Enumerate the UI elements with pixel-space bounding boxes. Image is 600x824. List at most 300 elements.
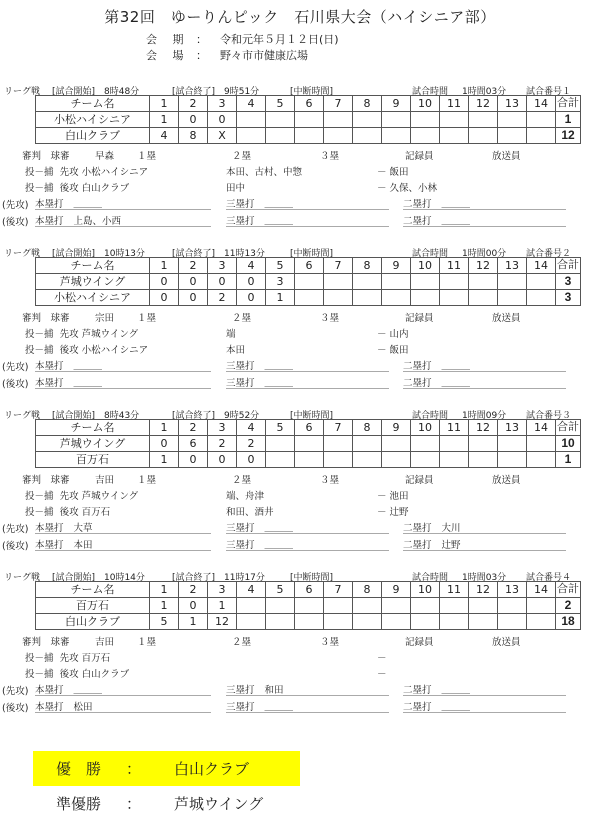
top-double-line — [403, 520, 566, 534]
inning-score — [353, 112, 382, 128]
inning-score — [411, 436, 440, 452]
inning-header: 10 — [411, 582, 440, 598]
duration-value: 1時間03分 — [462, 87, 507, 97]
total-score: 10 — [556, 436, 581, 452]
top-hr-value: ＿＿＿ — [73, 361, 103, 372]
inning-header: 12 — [469, 96, 498, 112]
recorder-label: 記録員 — [405, 637, 434, 648]
inning-score: 1 — [150, 598, 179, 614]
inning-score: 1 — [150, 112, 179, 128]
battery-bottom-team: 白山クラブ — [81, 669, 130, 680]
battery-top-catcher-line — [377, 650, 390, 664]
bottom-label: 後攻 — [59, 183, 79, 194]
bottom-hr-line — [35, 375, 211, 389]
dash: － — [377, 183, 387, 194]
inning-header: 10 — [411, 96, 440, 112]
top-triple-line — [226, 682, 389, 696]
inning-score — [440, 452, 469, 468]
team-name: 百万石 — [36, 452, 150, 468]
announcer-label: 放送員 — [492, 313, 521, 324]
top-label: 先攻 — [59, 167, 79, 178]
inning-score — [295, 452, 324, 468]
recorder-label: 記録員 — [405, 475, 434, 486]
inning-score: 1 — [179, 614, 208, 630]
battery-bottom-team: 白山クラブ — [81, 183, 130, 194]
inning-header: 4 — [237, 582, 266, 598]
battery-bottom-line — [25, 180, 129, 194]
inning-score — [353, 274, 382, 290]
inning-score — [440, 274, 469, 290]
inning-score: 0 — [208, 274, 237, 290]
battery-top-team: 芦城ウイング — [81, 491, 139, 502]
triple-label: 三塁打 — [226, 702, 255, 713]
team-name: 白山クラブ — [36, 128, 150, 144]
inning-score: 0 — [150, 290, 179, 306]
battery-top-catcher: 池田 — [389, 491, 409, 502]
battery-bottom-team: 小松ハイシニア — [81, 345, 149, 356]
inning-score — [382, 112, 411, 128]
top-triple-line — [226, 520, 389, 534]
end-time: 11時13分 — [224, 249, 265, 259]
inning-score: 8 — [179, 128, 208, 144]
inning-score — [266, 128, 295, 144]
inning-score — [527, 112, 556, 128]
inning-score — [411, 452, 440, 468]
league-label: リーグ戦 — [4, 87, 41, 97]
date-value: 令和元年５月１２日(日) — [220, 33, 339, 46]
plate-umpire: 早森 — [95, 151, 115, 162]
battery-label: 投－捕 — [25, 183, 54, 194]
bottom-double-line — [403, 699, 566, 713]
inning-score — [266, 112, 295, 128]
inning-score — [469, 614, 498, 630]
top-label: 先攻 — [59, 653, 79, 664]
inning-score — [324, 614, 353, 630]
hr-label: 本塁打 — [35, 361, 64, 372]
inning-header: 6 — [295, 420, 324, 436]
battery-bottom-catcher: 飯田 — [389, 345, 409, 356]
game-number: 試合番号２ — [526, 249, 572, 259]
battery-top-pitchers: 本田、古村、中惣 — [226, 167, 303, 178]
team-row — [36, 614, 581, 630]
third-base-label: ３塁 — [320, 475, 340, 486]
top-paren-label: (先攻) — [2, 362, 29, 373]
first-base-label: １塁 — [137, 637, 157, 648]
battery-bottom-pitchers: 和田、酒井 — [226, 507, 274, 518]
hr-label: 本塁打 — [35, 702, 64, 713]
triple-label: 三塁打 — [226, 199, 255, 210]
top-triple-line — [226, 358, 389, 372]
inning-header: 12 — [469, 582, 498, 598]
inning-header: 14 — [527, 420, 556, 436]
inning-score — [353, 290, 382, 306]
bottom-label: 後攻 — [59, 345, 79, 356]
dash: － — [377, 491, 387, 502]
bottom-label: 後攻 — [59, 669, 79, 680]
game-number: 試合番号４ — [526, 573, 572, 583]
inning-score — [498, 112, 527, 128]
bottom-double-value: ＿＿＿ — [441, 378, 471, 389]
inning-score — [498, 436, 527, 452]
team-row — [36, 112, 581, 128]
plate-umpire: 吉田 — [95, 475, 115, 486]
top-paren-label: (先攻) — [2, 200, 29, 211]
top-double-line — [403, 196, 566, 210]
top-label: 先攻 — [59, 329, 79, 340]
inning-header: 8 — [353, 258, 382, 274]
top-hr-line — [35, 358, 211, 372]
start-time: 8時48分 — [104, 87, 140, 97]
battery-bottom-pitchers: 田中 — [226, 183, 246, 194]
double-label: 二塁打 — [403, 216, 432, 227]
umpire-label: 審判 球審 — [22, 313, 70, 324]
scoreboard-header-row — [36, 582, 581, 598]
top-double-line — [403, 682, 566, 696]
game-block-4 — [0, 570, 600, 730]
bottom-double-line — [403, 213, 566, 227]
inning-score — [295, 436, 324, 452]
triple-label: 三塁打 — [226, 685, 255, 696]
top-hr-line — [35, 196, 211, 210]
inning-header: 7 — [324, 420, 353, 436]
inning-header: 1 — [150, 582, 179, 598]
team-name: 芦城ウイング — [36, 436, 150, 452]
battery-label: 投－捕 — [25, 345, 54, 356]
inning-header: 2 — [179, 582, 208, 598]
umpire-label: 審判 球審 — [22, 475, 70, 486]
inning-header: 14 — [527, 582, 556, 598]
bottom-paren-label: (後攻) — [2, 379, 29, 390]
inning-header: 9 — [382, 96, 411, 112]
team-name: 白山クラブ — [36, 614, 150, 630]
inning-score — [353, 436, 382, 452]
bottom-triple-value: ＿＿＿ — [264, 378, 294, 389]
bottom-triple-line — [226, 699, 389, 713]
inning-score — [237, 112, 266, 128]
start-time: 10時14分 — [104, 573, 145, 583]
scoreboard-table — [35, 581, 581, 630]
double-label: 二塁打 — [403, 199, 432, 210]
venue-label: 会 場 — [146, 49, 190, 62]
inning-score: 0 — [150, 436, 179, 452]
top-triple-value: ＿＿＿ — [264, 199, 294, 210]
bottom-double-value: ＿＿＿ — [441, 702, 471, 713]
inning-header: 7 — [324, 582, 353, 598]
inning-score — [353, 128, 382, 144]
battery-bottom-pitchers: 本田 — [226, 345, 246, 356]
triple-label: 三塁打 — [226, 216, 255, 227]
inning-header: 13 — [498, 582, 527, 598]
total-col-header: 合計 — [556, 420, 581, 436]
inning-score — [440, 128, 469, 144]
inning-header: 2 — [179, 258, 208, 274]
inning-header: 11 — [440, 96, 469, 112]
battery-label: 投－捕 — [25, 329, 54, 340]
start-time: 10時13分 — [104, 249, 145, 259]
bottom-hr-line — [35, 699, 211, 713]
total-col-header: 合計 — [556, 96, 581, 112]
inning-header: 5 — [266, 258, 295, 274]
top-triple-value: ＿＿＿ — [264, 523, 294, 534]
inning-header: 14 — [527, 96, 556, 112]
top-triple-value: ＿＿＿ — [264, 361, 294, 372]
inning-score: 0 — [179, 290, 208, 306]
start-label: [試合開始] — [52, 87, 96, 97]
dash: － — [377, 345, 387, 356]
total-score: 1 — [556, 452, 581, 468]
start-label: [試合開始] — [52, 411, 96, 421]
inning-header: 9 — [382, 420, 411, 436]
inning-score — [469, 128, 498, 144]
inning-header: 3 — [208, 258, 237, 274]
battery-bottom-catcher-line — [377, 180, 437, 194]
team-row — [36, 598, 581, 614]
venue-line — [146, 47, 308, 63]
plate-umpire: 宗田 — [95, 313, 115, 324]
battery-top-team: 芦城ウイング — [81, 329, 139, 340]
battery-bottom-line — [25, 666, 129, 680]
inning-score — [353, 452, 382, 468]
battery-top-line — [25, 326, 138, 340]
game-block-3 — [0, 408, 600, 568]
battery-label: 投－捕 — [25, 167, 54, 178]
end-time: 9時52分 — [224, 411, 260, 421]
triple-label: 三塁打 — [226, 361, 255, 372]
announcer-label: 放送員 — [492, 151, 521, 162]
team-name: 芦城ウイング — [36, 274, 150, 290]
inning-header: 4 — [237, 258, 266, 274]
battery-label: 投－捕 — [25, 507, 54, 518]
team-row — [36, 452, 581, 468]
scoreboard-table — [35, 257, 581, 306]
total-score: 18 — [556, 614, 581, 630]
team-col-header: チーム名 — [36, 582, 150, 598]
bottom-triple-line — [226, 537, 389, 551]
inning-score — [498, 128, 527, 144]
date-label: 会 期 — [146, 33, 190, 46]
end-time: 11時17分 — [224, 573, 265, 583]
interruption-label: [中断時間] — [290, 573, 334, 583]
hr-label: 本塁打 — [35, 685, 64, 696]
team-row — [36, 436, 581, 452]
inning-header: 7 — [324, 96, 353, 112]
bottom-triple-value: ＿＿＿ — [264, 540, 294, 551]
inning-score — [411, 614, 440, 630]
inning-score: 12 — [208, 614, 237, 630]
inning-score — [324, 274, 353, 290]
inning-score — [527, 274, 556, 290]
inning-score — [353, 614, 382, 630]
bottom-label: 後攻 — [59, 507, 79, 518]
inning-header: 8 — [353, 420, 382, 436]
inning-score — [469, 436, 498, 452]
inning-score — [469, 290, 498, 306]
start-label: [試合開始] — [52, 249, 96, 259]
inning-score — [498, 274, 527, 290]
bottom-paren-label: (後攻) — [2, 703, 29, 714]
inning-score — [440, 436, 469, 452]
team-row — [36, 128, 581, 144]
inning-score — [382, 290, 411, 306]
bottom-hr-value: 本田 — [73, 540, 93, 551]
inning-score: 0 — [150, 274, 179, 290]
top-hr-value: ＿＿＿ — [73, 685, 103, 696]
scoreboard-header-row — [36, 96, 581, 112]
runner-up-line — [56, 793, 263, 814]
duration-value: 1時間03分 — [462, 573, 507, 583]
end-time: 9時51分 — [224, 87, 260, 97]
bottom-double-line — [403, 537, 566, 551]
inning-score — [324, 128, 353, 144]
dash: － — [377, 167, 387, 178]
second-base-label: ２塁 — [232, 313, 252, 324]
inning-score — [498, 290, 527, 306]
top-double-value: ＿＿＿ — [441, 361, 471, 372]
team-name: 小松ハイシニア — [36, 290, 150, 306]
inning-header: 2 — [179, 96, 208, 112]
duration-value: 1時間09分 — [462, 411, 507, 421]
team-col-header: チーム名 — [36, 258, 150, 274]
inning-score: 1 — [150, 452, 179, 468]
duration-label: 試合時間 — [412, 573, 449, 583]
inning-score: 0 — [237, 290, 266, 306]
inning-score — [382, 452, 411, 468]
inning-score — [266, 614, 295, 630]
inning-header: 5 — [266, 420, 295, 436]
battery-top-line — [25, 650, 110, 664]
start-label: [試合開始] — [52, 573, 96, 583]
inning-header: 10 — [411, 420, 440, 436]
inning-score: 1 — [208, 598, 237, 614]
inning-score — [266, 598, 295, 614]
battery-label: 投－捕 — [25, 669, 54, 680]
second-base-label: ２塁 — [232, 475, 252, 486]
inning-score — [440, 614, 469, 630]
inning-score — [498, 452, 527, 468]
inning-header: 1 — [150, 96, 179, 112]
inning-score — [295, 598, 324, 614]
triple-label: 三塁打 — [226, 378, 255, 389]
third-base-label: ３塁 — [320, 637, 340, 648]
inning-header: 14 — [527, 258, 556, 274]
end-label: [試合終了] — [172, 573, 216, 583]
third-base-label: ３塁 — [320, 313, 340, 324]
first-base-label: １塁 — [137, 313, 157, 324]
inning-score: 2 — [208, 436, 237, 452]
inning-score — [527, 436, 556, 452]
bottom-hr-value: ＿＿＿ — [73, 378, 103, 389]
venue-value: 野々市市健康広場 — [220, 49, 308, 62]
inning-header: 10 — [411, 258, 440, 274]
announcer-label: 放送員 — [492, 637, 521, 648]
scoreboard-header-row — [36, 420, 581, 436]
inning-header: 6 — [295, 96, 324, 112]
inning-score — [527, 614, 556, 630]
double-label: 二塁打 — [403, 702, 432, 713]
inning-score — [295, 274, 324, 290]
inning-score — [266, 452, 295, 468]
inning-header: 5 — [266, 582, 295, 598]
second-base-label: ２塁 — [232, 151, 252, 162]
battery-label: 投－捕 — [25, 491, 54, 502]
inning-score — [411, 128, 440, 144]
inning-score — [498, 598, 527, 614]
battery-top-team: 小松ハイシニア — [81, 167, 149, 178]
battery-top-line — [25, 164, 148, 178]
battery-top-catcher-line — [377, 488, 409, 502]
inning-score: 2 — [237, 436, 266, 452]
inning-score: 5 — [150, 614, 179, 630]
inning-header: 1 — [150, 420, 179, 436]
top-paren-label: (先攻) — [2, 686, 29, 697]
inning-score — [411, 112, 440, 128]
inning-header: 4 — [237, 96, 266, 112]
inning-header: 8 — [353, 582, 382, 598]
bottom-triple-value: ＿＿＿ — [264, 702, 294, 713]
battery-top-pitchers: 端 — [226, 329, 236, 340]
league-label: リーグ戦 — [4, 411, 41, 421]
inning-header: 11 — [440, 258, 469, 274]
colon: ： — [126, 760, 142, 778]
inning-score: 0 — [237, 274, 266, 290]
inning-header: 1 — [150, 258, 179, 274]
inning-score — [411, 290, 440, 306]
recorder-label: 記録員 — [405, 151, 434, 162]
inning-score — [382, 274, 411, 290]
inning-score — [469, 598, 498, 614]
inning-score — [324, 598, 353, 614]
inning-header: 13 — [498, 258, 527, 274]
scoreboard-header-row — [36, 258, 581, 274]
bottom-double-line — [403, 375, 566, 389]
bottom-hr-value: 上島、小西 — [73, 216, 122, 227]
top-double-value: 大川 — [441, 523, 461, 534]
inning-header: 12 — [469, 258, 498, 274]
total-col-header: 合計 — [556, 582, 581, 598]
battery-bottom-catcher-line — [377, 342, 409, 356]
inning-score — [440, 290, 469, 306]
battery-bottom-line — [25, 342, 148, 356]
inning-header: 11 — [440, 582, 469, 598]
interruption-label: [中断時間] — [290, 87, 334, 97]
umpire-label: 審判 球審 — [22, 637, 70, 648]
duration-label: 試合時間 — [412, 411, 449, 421]
inning-header: 11 — [440, 420, 469, 436]
end-label: [試合終了] — [172, 249, 216, 259]
inning-score — [324, 112, 353, 128]
scoreboard-table — [35, 95, 581, 144]
inning-score — [527, 128, 556, 144]
battery-bottom-catcher: 辻野 — [389, 507, 409, 518]
inning-score — [295, 614, 324, 630]
game-block-2 — [0, 246, 600, 406]
inning-header: 8 — [353, 96, 382, 112]
top-paren-label: (先攻) — [2, 524, 29, 535]
double-label: 二塁打 — [403, 378, 432, 389]
inning-score — [469, 112, 498, 128]
inning-header: 9 — [382, 258, 411, 274]
inning-score — [237, 614, 266, 630]
duration-value: 1時間00分 — [462, 249, 507, 259]
battery-top-line — [25, 488, 138, 502]
inning-header: 13 — [498, 420, 527, 436]
inning-header: 3 — [208, 420, 237, 436]
winner-team: 白山クラブ — [174, 760, 250, 778]
battery-bottom-team: 百万石 — [81, 507, 111, 518]
top-triple-line — [226, 196, 389, 210]
inning-header: 3 — [208, 96, 237, 112]
page-title: 第32回 ゆーりんピック 石川県大会（ハイシニア部） — [104, 8, 496, 26]
